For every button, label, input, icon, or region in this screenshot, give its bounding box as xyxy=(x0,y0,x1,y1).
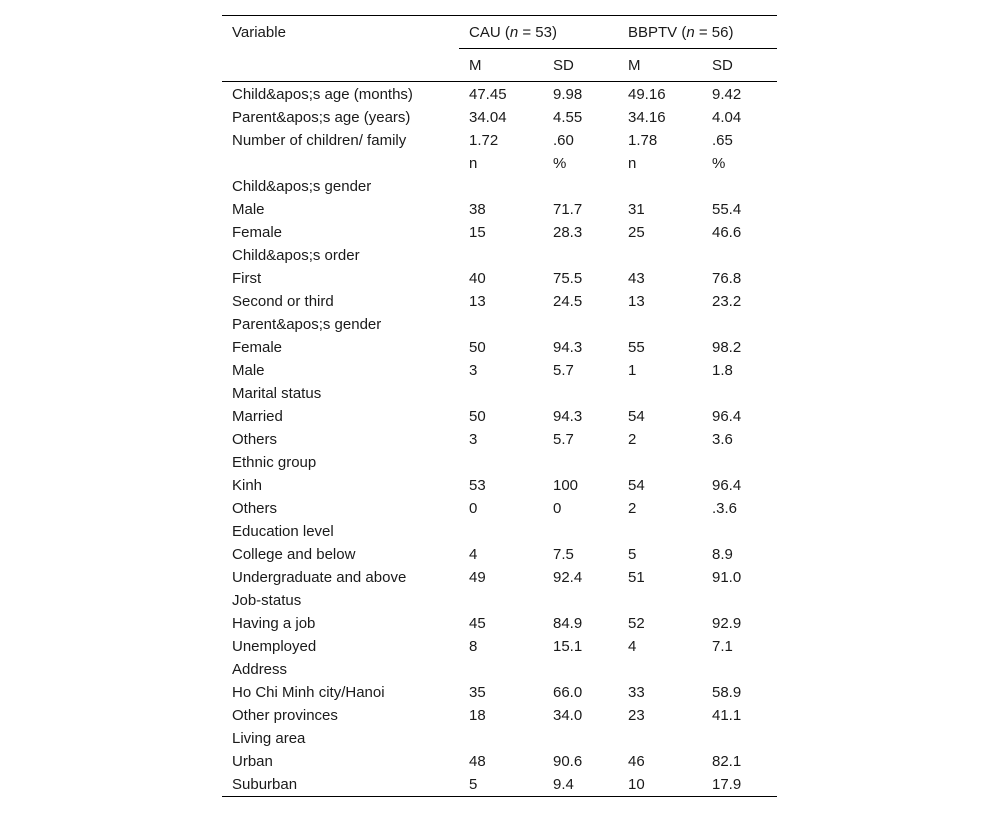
cell-cau-value-1: 3 xyxy=(469,431,478,448)
group-bbptv-n-value: = 56) xyxy=(694,23,734,41)
table-row xyxy=(222,497,777,520)
cell-variable: Other provinces xyxy=(232,707,338,724)
table-row xyxy=(222,681,777,704)
table-row xyxy=(222,405,777,428)
cell-cau-value-2: 7.5 xyxy=(553,546,574,563)
cell-bbptv-value-1: 51 xyxy=(628,569,645,586)
cell-cau-value-1: 3 xyxy=(469,362,478,379)
cell-bbptv-value-2: 91.0 xyxy=(712,569,742,586)
cell-cau-value-2: 15.1 xyxy=(553,638,583,655)
cell-cau-value-1 xyxy=(459,658,543,681)
cell-bbptv-value-1: 2 xyxy=(628,431,637,448)
cell-cau-value-2: 90.6 xyxy=(553,753,583,770)
table-row xyxy=(222,750,777,773)
cell-bbptv-value-2 xyxy=(702,520,777,543)
cell-variable: Child&apos;s gender xyxy=(232,178,372,195)
cell-cau-value-1: 35 xyxy=(469,684,486,701)
header-bbptv-m: M xyxy=(628,56,641,74)
group-cau-n-symbol: n xyxy=(509,23,519,41)
header-cau-sd: SD xyxy=(553,56,574,74)
cell-bbptv-value-1 xyxy=(618,727,702,750)
cell-bbptv-value-2: 82.1 xyxy=(712,753,742,770)
cell-bbptv-value-1 xyxy=(618,382,702,405)
cell-variable: First xyxy=(232,270,262,287)
cell-cau-value-2 xyxy=(543,175,618,198)
cell-cau-value-2: 100 xyxy=(553,477,579,494)
table-row xyxy=(222,175,777,198)
cell-bbptv-value-2: 76.8 xyxy=(712,270,742,287)
cell-bbptv-value-2 xyxy=(702,382,777,405)
table-row xyxy=(222,106,777,129)
cell-bbptv-value-2: 8.9 xyxy=(712,546,733,563)
cell-variable: Male xyxy=(232,201,265,218)
header-bbptv-sd: SD xyxy=(712,56,733,74)
header-row-groups xyxy=(222,16,777,49)
cell-cau-value-2: 75.5 xyxy=(553,270,583,287)
cell-cau-value-2 xyxy=(543,589,618,612)
cell-cau-value-2 xyxy=(543,727,618,750)
cell-cau-value-1: 1.72 xyxy=(469,132,499,149)
table-row xyxy=(222,267,777,290)
cell-bbptv-value-1: 13 xyxy=(628,293,645,310)
cell-bbptv-value-2 xyxy=(702,313,777,336)
cell-cau-value-1 xyxy=(459,589,543,612)
header-cau-m: M xyxy=(469,56,482,74)
table-body xyxy=(222,82,777,797)
table-row xyxy=(222,82,777,107)
cell-bbptv-value-1 xyxy=(618,658,702,681)
cell-bbptv-value-2: .3.6 xyxy=(712,500,738,517)
cell-bbptv-value-1: 4 xyxy=(628,638,637,655)
cell-cau-value-2: % xyxy=(553,155,567,172)
cell-cau-value-1: 18 xyxy=(469,707,486,724)
cell-bbptv-value-1: 43 xyxy=(628,270,645,287)
cell-variable: Having a job xyxy=(232,615,316,632)
cell-bbptv-value-2: 4.04 xyxy=(712,109,742,126)
table-row xyxy=(222,428,777,451)
group-cau-name: CAU ( xyxy=(469,23,510,41)
cell-bbptv-value-1 xyxy=(618,313,702,336)
table-row xyxy=(222,198,777,221)
cell-bbptv-value-2: 96.4 xyxy=(712,477,742,494)
cell-cau-value-1: 5 xyxy=(469,776,478,793)
cell-cau-value-1: 13 xyxy=(469,293,486,310)
cell-cau-value-1: 8 xyxy=(469,638,478,655)
cell-variable: Others xyxy=(232,431,278,448)
cell-bbptv-value-1: 2 xyxy=(628,500,637,517)
cell-cau-value-2: 4.55 xyxy=(553,109,583,126)
cell-bbptv-value-1: 54 xyxy=(628,477,645,494)
table-row xyxy=(222,635,777,658)
cell-bbptv-value-2: 7.1 xyxy=(712,638,733,655)
header-row-stats xyxy=(222,49,777,82)
table-row xyxy=(222,336,777,359)
cell-cau-value-2: 0 xyxy=(553,500,562,517)
cell-bbptv-value-1: 55 xyxy=(628,339,645,356)
cell-bbptv-value-2: 3.6 xyxy=(712,431,733,448)
cell-cau-value-2: 66.0 xyxy=(553,684,583,701)
cell-cau-value-1: 38 xyxy=(469,201,486,218)
cell-variable: Kinh xyxy=(232,477,263,494)
cell-cau-value-2 xyxy=(543,244,618,267)
cell-cau-value-1: 4 xyxy=(469,546,478,563)
table-row xyxy=(222,382,777,405)
cell-cau-value-2: 94.3 xyxy=(553,408,583,425)
cell-bbptv-value-1: 31 xyxy=(628,201,645,218)
cell-bbptv-value-2: % xyxy=(712,155,726,172)
cell-cau-value-2: 71.7 xyxy=(553,201,583,218)
cell-cau-value-1 xyxy=(459,451,543,474)
cell-bbptv-value-2: .65 xyxy=(712,132,733,149)
cell-bbptv-value-1: 10 xyxy=(628,776,645,793)
cell-variable: Second or third xyxy=(232,293,334,310)
cell-cau-value-2: 94.3 xyxy=(553,339,583,356)
group-bbptv-n-symbol: n xyxy=(686,23,695,41)
cell-bbptv-value-2 xyxy=(702,727,777,750)
cell-bbptv-value-2: 17.9 xyxy=(712,776,742,793)
cell-variable: Address xyxy=(232,661,288,678)
cell-cau-value-1 xyxy=(459,175,543,198)
cell-bbptv-value-2: 55.4 xyxy=(712,201,742,218)
cell-cau-value-2 xyxy=(543,658,618,681)
header-group-cau xyxy=(459,16,618,49)
cell-cau-value-1: 53 xyxy=(469,477,486,494)
cell-cau-value-1: 45 xyxy=(469,615,486,632)
cell-variable: Job-status xyxy=(232,592,302,609)
cell-bbptv-value-2: 1.8 xyxy=(712,362,733,379)
cell-cau-value-1: 34.04 xyxy=(469,109,507,126)
cell-variable: College and below xyxy=(232,546,356,563)
cell-bbptv-value-2 xyxy=(702,658,777,681)
cell-variable: Child&apos;s age (months) xyxy=(232,86,413,103)
cell-variable: Living area xyxy=(232,730,306,747)
cell-bbptv-value-1: 54 xyxy=(628,408,645,425)
table-row xyxy=(222,451,777,474)
table-row xyxy=(222,543,777,566)
cell-cau-value-2 xyxy=(543,451,618,474)
group-cau-n-value: = 53) xyxy=(518,23,557,41)
cell-cau-value-2: 24.5 xyxy=(553,293,583,310)
cell-variable: Unemployed xyxy=(232,638,317,655)
cell-bbptv-value-2: 98.2 xyxy=(712,339,742,356)
table-row xyxy=(222,773,777,797)
cell-cau-value-1: 15 xyxy=(469,224,486,241)
cell-bbptv-value-1: 23 xyxy=(628,707,645,724)
table-row xyxy=(222,474,777,497)
cell-cau-value-1 xyxy=(459,313,543,336)
cell-cau-value-2: 5.7 xyxy=(553,362,574,379)
demographics-table-container xyxy=(222,15,777,797)
cell-variable: Ethnic group xyxy=(232,454,317,471)
cell-cau-value-1 xyxy=(459,244,543,267)
cell-variable: Married xyxy=(232,408,283,425)
cell-cau-value-1: 49 xyxy=(469,569,486,586)
cell-bbptv-value-2 xyxy=(702,451,777,474)
cell-variable: Urban xyxy=(232,753,273,770)
cell-bbptv-value-1: 25 xyxy=(628,224,645,241)
cell-cau-value-2: 9.4 xyxy=(553,776,574,793)
cell-cau-value-2 xyxy=(543,313,618,336)
table-row xyxy=(222,612,777,635)
cell-variable: Number of children/ family xyxy=(232,132,407,149)
cell-bbptv-value-2: 96.4 xyxy=(712,408,742,425)
cell-cau-value-2: .60 xyxy=(553,132,574,149)
table-row xyxy=(222,520,777,543)
cell-variable: Ho Chi Minh city/Hanoi xyxy=(232,684,385,701)
cell-bbptv-value-1: 52 xyxy=(628,615,645,632)
cell-variable: Education level xyxy=(232,523,334,540)
table-row xyxy=(222,704,777,727)
cell-cau-value-2 xyxy=(543,382,618,405)
cell-cau-value-1: 48 xyxy=(469,753,486,770)
cell-bbptv-value-1: 33 xyxy=(628,684,645,701)
cell-cau-value-2: 28.3 xyxy=(553,224,583,241)
cell-cau-value-2: 92.4 xyxy=(553,569,583,586)
cell-variable: Child&apos;s order xyxy=(232,247,360,264)
cell-bbptv-value-2: 46.6 xyxy=(712,224,742,241)
table-row xyxy=(222,658,777,681)
cell-variable: Male xyxy=(232,362,265,379)
header-variable: Variable xyxy=(232,23,286,41)
cell-cau-value-1 xyxy=(459,520,543,543)
cell-bbptv-value-2: 58.9 xyxy=(712,684,742,701)
cell-bbptv-value-1: 1.78 xyxy=(628,132,658,149)
cell-cau-value-2: 84.9 xyxy=(553,615,583,632)
cell-cau-value-1: 40 xyxy=(469,270,486,287)
cell-bbptv-value-1 xyxy=(618,589,702,612)
group-bbptv-name: BBPTV ( xyxy=(628,23,687,41)
table-row xyxy=(222,589,777,612)
cell-variable: Undergraduate and above xyxy=(232,569,407,586)
cell-variable xyxy=(222,152,459,175)
cell-cau-value-1: n xyxy=(469,155,478,172)
cell-variable: Others xyxy=(232,500,278,517)
cell-bbptv-value-1 xyxy=(618,451,702,474)
cell-cau-value-2: 5.7 xyxy=(553,431,574,448)
cell-cau-value-2 xyxy=(543,520,618,543)
header-empty-cell xyxy=(222,49,459,82)
demographics-table xyxy=(222,15,777,797)
cell-bbptv-value-2: 9.42 xyxy=(712,86,742,103)
table-header xyxy=(222,16,777,82)
cell-bbptv-value-1: 46 xyxy=(628,753,645,770)
table-row xyxy=(222,313,777,336)
cell-bbptv-value-1: n xyxy=(628,155,637,172)
cell-variable: Female xyxy=(232,339,283,356)
cell-bbptv-value-2: 23.2 xyxy=(712,293,742,310)
table-row xyxy=(222,359,777,382)
table-row xyxy=(222,566,777,589)
cell-cau-value-2: 34.0 xyxy=(553,707,583,724)
cell-cau-value-1: 47.45 xyxy=(469,86,507,103)
cell-cau-value-1 xyxy=(459,382,543,405)
table-row xyxy=(222,152,777,175)
cell-variable: Female xyxy=(232,224,283,241)
cell-cau-value-1: 50 xyxy=(469,339,486,356)
cell-bbptv-value-2: 92.9 xyxy=(712,615,742,632)
cell-bbptv-value-2 xyxy=(702,175,777,198)
table-row xyxy=(222,244,777,267)
cell-bbptv-value-1 xyxy=(618,244,702,267)
table-row xyxy=(222,221,777,244)
table-row xyxy=(222,129,777,152)
header-group-bbptv xyxy=(618,16,777,49)
cell-cau-value-1: 50 xyxy=(469,408,486,425)
cell-variable: Parent&apos;s age (years) xyxy=(232,109,411,126)
cell-variable: Suburban xyxy=(232,776,298,793)
cell-bbptv-value-2 xyxy=(702,244,777,267)
cell-cau-value-1 xyxy=(459,727,543,750)
cell-bbptv-value-1 xyxy=(618,520,702,543)
cell-bbptv-value-1 xyxy=(618,175,702,198)
cell-bbptv-value-1: 49.16 xyxy=(628,86,666,103)
table-row xyxy=(222,290,777,313)
table-row xyxy=(222,727,777,750)
cell-bbptv-value-1: 34.16 xyxy=(628,109,666,126)
cell-cau-value-1: 0 xyxy=(469,500,478,517)
cell-bbptv-value-1: 5 xyxy=(628,546,637,563)
cell-variable: Marital status xyxy=(232,385,322,402)
cell-cau-value-2: 9.98 xyxy=(553,86,583,103)
cell-bbptv-value-1: 1 xyxy=(628,362,637,379)
cell-bbptv-value-2 xyxy=(702,589,777,612)
cell-bbptv-value-2: 41.1 xyxy=(712,707,742,724)
cell-variable: Parent&apos;s gender xyxy=(232,316,382,333)
